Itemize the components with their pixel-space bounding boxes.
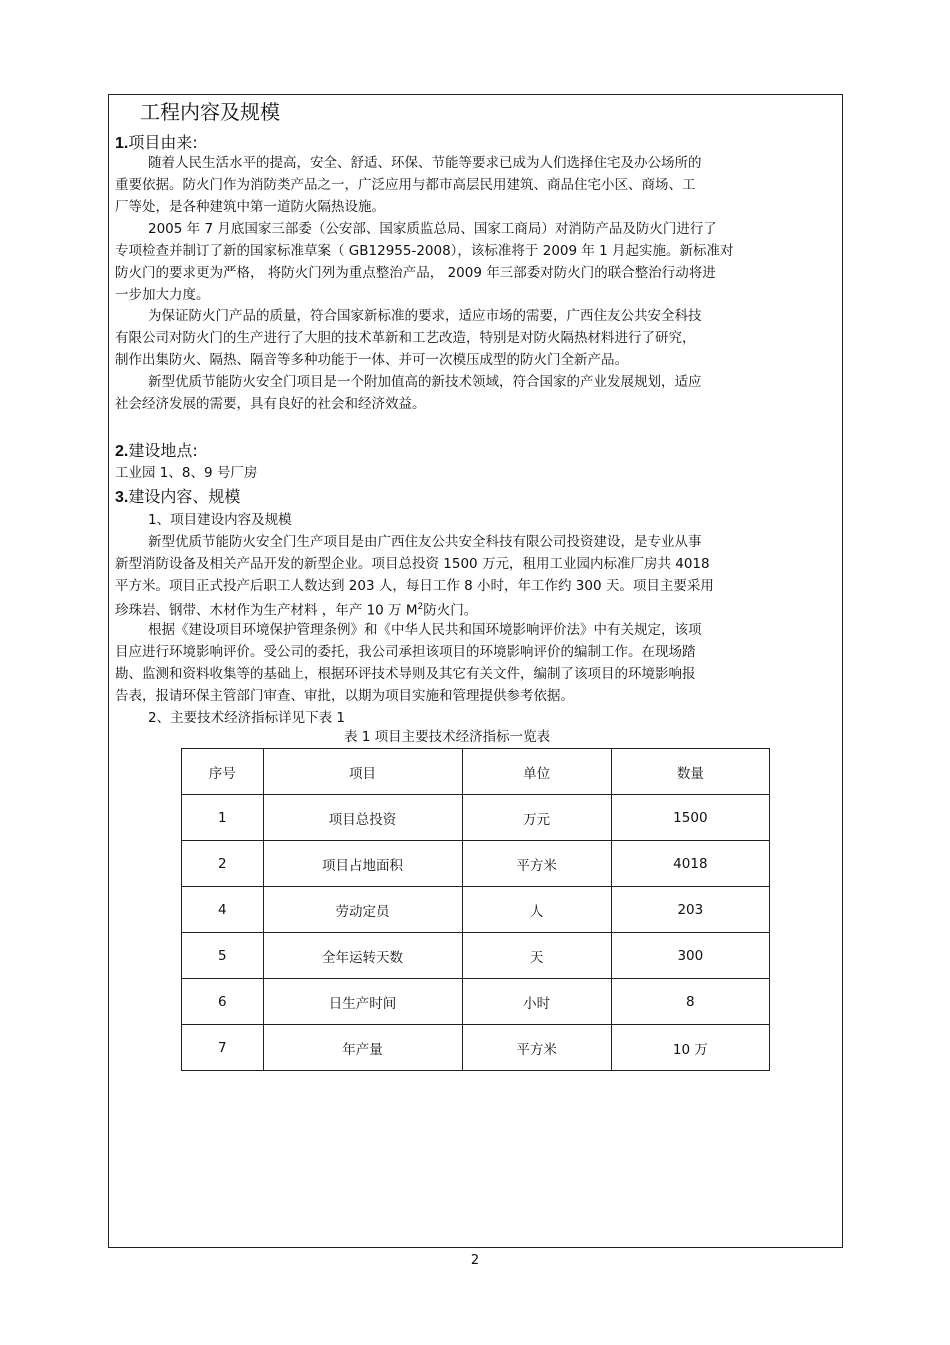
para-line: 厂等处，是各种建筑中第一道防火隔热设施。 <box>115 199 385 215</box>
table-row <box>182 887 770 933</box>
table-cell: 1500 <box>611 795 769 841</box>
para-line: 社会经济发展的需要，具有良好的社会和经济效益。 <box>115 396 426 412</box>
table-cell: 小时 <box>462 979 611 1025</box>
para-line: 新型优质节能防火安全门生产项目是由广西住友公共安全科技有限公司投资建设，是专业从事 <box>148 534 702 550</box>
table-row <box>182 795 770 841</box>
table-row <box>182 1025 770 1071</box>
table-cell: 4018 <box>611 841 769 887</box>
para-line: 随着人民生活水平的提高，安全、舒适、环保、节能等要求已成为人们选择住宅及办公场所的 <box>148 155 702 171</box>
table-cell: 8 <box>611 979 769 1025</box>
para-line: 2005 年 7 月底国家三部委（公安部、国家质监总局、国家工商局）对消防产品及防火门进行了 <box>148 221 717 237</box>
table-cell: 10 万 <box>611 1025 769 1071</box>
table-cell: 4 <box>182 887 264 933</box>
table-cell: 天 <box>462 933 611 979</box>
table-cell: 5 <box>182 933 264 979</box>
subheading-2: 2、主要技术经济指标详见下表 1 <box>148 710 345 726</box>
para-line: 告表，报请环保主管部门审查、审批，以期为项目实施和管理提供参考依据。 <box>115 688 574 704</box>
table-cell: 平方米 <box>462 841 611 887</box>
table-cell: 劳动定员 <box>263 887 462 933</box>
table-cell: 项目总投资 <box>263 795 462 841</box>
para-line: 目应进行环境影响评价。受公司的委托，我公司承担该项目的环境影响评价的编制工作。在现场踏 <box>115 644 696 660</box>
header-cell: 项目 <box>263 749 462 795</box>
para-line: 有限公司对防火门的生产进行了大胆的技术革新和工艺改造，特别是对防火隔热材料进行了研究， <box>115 330 696 346</box>
para-line: 专项检查并制订了新的国家标准草案（ GB12955-2008），该标准将于 2009 年 1 月起实施。新标准对 <box>115 243 734 259</box>
para-line: 为保证防火门产品的质量，符合国家新标准的要求，适应市场的需要，广西住友公共安全科技 <box>148 308 702 324</box>
heading-site: 2.建设地点: <box>115 441 198 460</box>
table-row <box>182 841 770 887</box>
table-caption: 表 1 项目主要技术经济指标一览表 <box>344 729 551 745</box>
table-cell: 人 <box>462 887 611 933</box>
subheading-1: 1、项目建设内容及规模 <box>148 512 292 528</box>
heading-content-scale: 3.建设内容、规模 <box>115 487 241 506</box>
table-header-row <box>182 749 770 795</box>
header-cell: 数量 <box>611 749 769 795</box>
table-row <box>182 933 770 979</box>
table-cell: 万元 <box>462 795 611 841</box>
para-line: 新型消防设备及相关产品开发的新型企业。项目总投资 1500 万元，租用工业园内标准厂房共 4018 <box>115 556 710 572</box>
table-cell: 平方米 <box>462 1025 611 1071</box>
table-cell: 年产量 <box>263 1025 462 1071</box>
para-line: 珍珠岩、钢带、木材作为生产材料 ，年产 10 万 $M^2$防火门。 <box>115 602 478 619</box>
table-cell: 6 <box>182 979 264 1025</box>
table-row <box>182 979 770 1025</box>
header-cell: 单位 <box>462 749 611 795</box>
header-cell: 序号 <box>182 749 264 795</box>
table-cell: 全年运转天数 <box>263 933 462 979</box>
para-line: 勘、监测和资料收集等的基础上，根据环评技术导则及其它有关文件，编制了该项目的环境影响报 <box>115 666 696 682</box>
table-cell: 7 <box>182 1025 264 1071</box>
site-text: 工业园 1、8、9 号厂房 <box>115 465 258 481</box>
table-cell: 日生产时间 <box>263 979 462 1025</box>
heading-project-origin: 1.项目由来: <box>115 133 198 152</box>
table-cell: 2 <box>182 841 264 887</box>
table-cell: 300 <box>611 933 769 979</box>
tech-econ-table <box>181 748 770 1071</box>
section-title: 工程内容及规模 <box>140 100 280 124</box>
table-cell: 1 <box>182 795 264 841</box>
page-number: 2 <box>470 1253 480 1268</box>
para-line: 新型优质节能防火安全门项目是一个附加值高的新技术领域，符合国家的产业发展规划，适应 <box>148 374 702 390</box>
para-line: 防火门的要求更为严格， 将防火门列为重点整治产品， 2009 年三部委对防火门的联合整治行动将进 <box>115 265 716 281</box>
para-line: 重要依据。防火门作为消防类产品之一，广泛应用与都市高层民用建筑、商品住宅小区、商场、工 <box>115 177 696 193</box>
table-cell: 项目占地面积 <box>263 841 462 887</box>
para-line: 根据《建设项目环境保护管理条例》和《中华人民共和国环境影响评价法》中有关规定，该项 <box>148 622 702 638</box>
superscript: 2 <box>417 602 424 612</box>
para-line: 制作出集防火、隔热、隔音等多种功能于一体、并可一次模压成型的防火门全新产品。 <box>115 352 628 368</box>
para-line: 平方米。项目正式投产后职工人数达到 203 人，每日工作 8 小时，年工作约 300 天。项目主要采用 <box>115 578 714 594</box>
para-line: 一步加大力度。 <box>115 287 210 303</box>
table-cell: 203 <box>611 887 769 933</box>
